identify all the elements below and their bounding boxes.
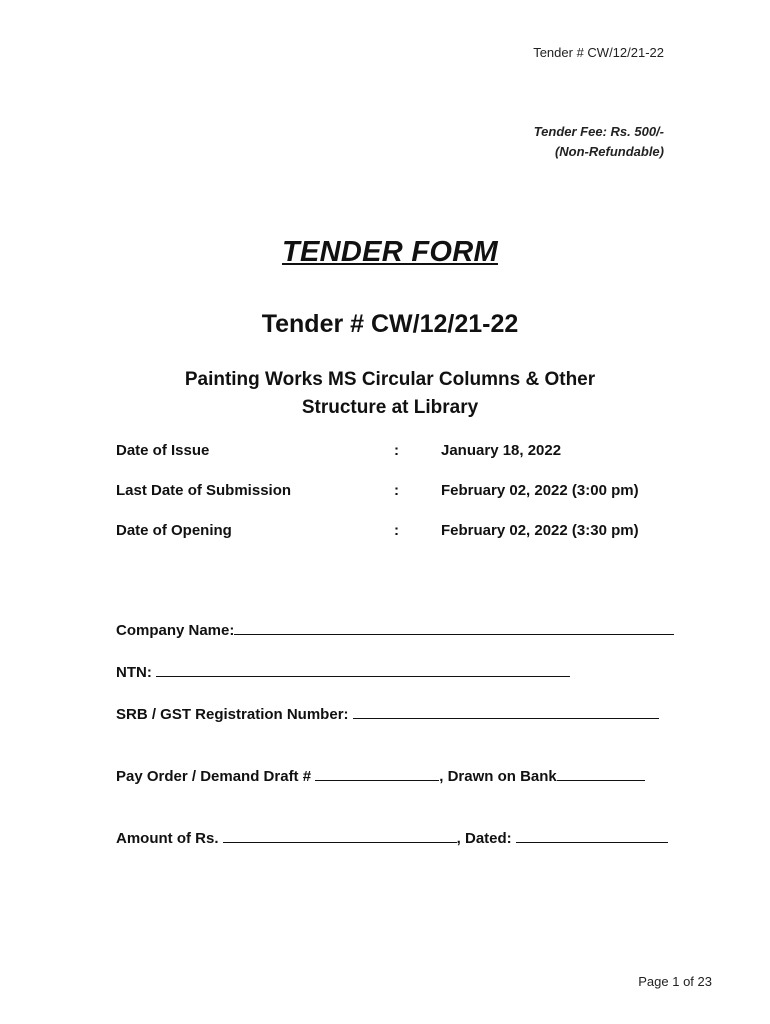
tender-fee-note: (Non-Refundable) <box>554 144 664 159</box>
tender-fee-block <box>534 122 664 162</box>
pay-order-field <box>116 766 645 785</box>
tender-fee-amount: Tender Fee: Rs. 500/- <box>533 124 664 139</box>
srb-gst-label: SRB / GST Registration Number: <box>116 706 349 723</box>
company-name-label: Company Name: <box>116 622 235 639</box>
drawn-on-bank-label: , Drawn on Bank <box>439 768 557 785</box>
drawn-on-bank-blank[interactable] <box>557 766 645 781</box>
page-number: Page 1 of 23 <box>638 974 712 989</box>
date-colon: : <box>394 482 399 499</box>
form-title: TENDER FORM <box>282 236 498 268</box>
srb-gst-blank[interactable] <box>353 704 659 719</box>
date-label: Date of Opening <box>116 522 232 539</box>
ntn-blank[interactable] <box>156 662 570 677</box>
date-row-issue <box>116 440 716 480</box>
tender-number: Tender # CW/12/21-22 <box>261 310 519 338</box>
date-colon: : <box>394 442 399 459</box>
date-colon: : <box>394 522 399 539</box>
amount-field <box>116 828 668 847</box>
ntn-field <box>116 662 570 681</box>
date-label: Last Date of Submission <box>116 482 292 499</box>
date-label: Date of Issue <box>116 442 210 459</box>
dates-table <box>116 440 716 560</box>
tender-subject <box>120 366 660 422</box>
pay-order-blank[interactable] <box>315 766 439 781</box>
ntn-label: NTN: <box>116 664 152 681</box>
srb-gst-field <box>116 704 659 723</box>
dated-blank[interactable] <box>516 828 668 843</box>
company-name-field <box>116 620 674 639</box>
pay-order-label: Pay Order / Demand Draft # <box>116 768 312 785</box>
amount-label: Amount of Rs. <box>116 830 219 847</box>
tender-subject-line-1: Painting Works MS Circular Columns & Other <box>184 369 596 390</box>
company-name-blank[interactable] <box>234 620 674 635</box>
tender-subject-line-2: Structure at Library <box>301 397 479 418</box>
amount-blank[interactable] <box>223 828 457 843</box>
date-row-opening <box>116 520 716 560</box>
header-tender-reference: Tender # CW/12/21-22 <box>533 45 664 60</box>
dated-label: , Dated: <box>456 830 512 847</box>
date-value: February 02, 2022 (3:00 pm) <box>441 482 639 499</box>
date-value: February 02, 2022 (3:30 pm) <box>441 522 639 539</box>
date-value: January 18, 2022 <box>441 442 562 459</box>
date-row-submission <box>116 480 716 520</box>
